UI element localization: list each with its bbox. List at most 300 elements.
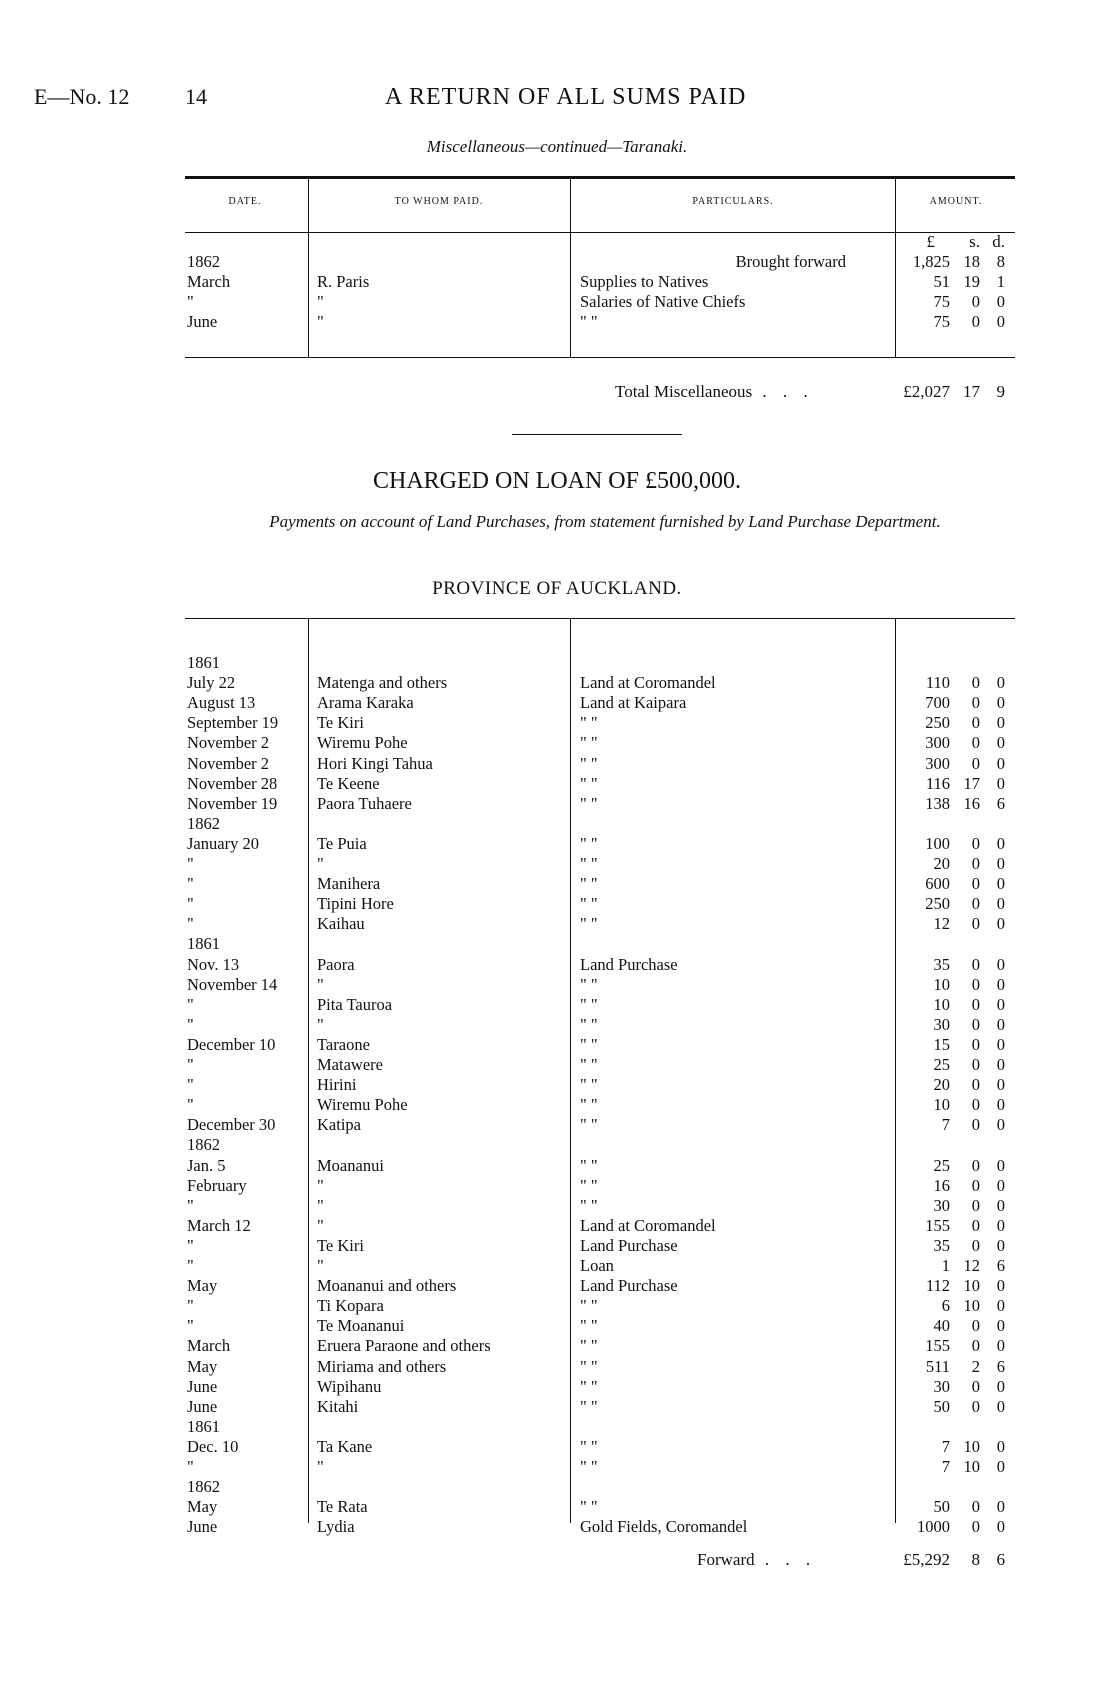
row-payee: Matenga and others — [317, 673, 448, 693]
row-amount-pence: 6 — [996, 1256, 1005, 1275]
row-amount-pence: 0 — [996, 693, 1005, 713]
row-payee: Paora Tuhaere — [317, 793, 412, 813]
shillings-header: s. — [969, 232, 980, 251]
row-payee: Kitahi — [317, 1396, 359, 1416]
row-amount-pence: 0 — [996, 1296, 1005, 1316]
row-payee: " — [317, 292, 324, 311]
row-particulars: " " — [580, 914, 598, 934]
row-date: " — [187, 1095, 194, 1115]
row-amount-pounds: 10 — [933, 1095, 950, 1115]
row-date: November 19 — [187, 793, 278, 813]
row-date: 1862 — [187, 813, 220, 833]
row-date: March 12 — [187, 1215, 251, 1235]
section-divider — [512, 434, 682, 435]
row-amount-pence: 0 — [996, 1095, 1005, 1115]
row-payee: Matawere — [317, 1055, 383, 1074]
row-amount-pence: 0 — [996, 994, 1005, 1014]
table2-divider — [895, 618, 896, 1523]
row-amount-shillings: 16 — [963, 793, 980, 813]
row-particulars: Brought forward — [735, 252, 846, 271]
row-date: 1862 — [187, 252, 220, 271]
row-amount-pence: 6 — [996, 1356, 1005, 1376]
row-date: Jan. 5 — [187, 1155, 226, 1175]
row-amount-shillings: 0 — [971, 1497, 980, 1517]
row-amount-pounds — [900, 1417, 950, 1437]
row-payee — [317, 252, 557, 272]
row-amount-pounds — [900, 814, 950, 834]
page-number: 14 — [185, 84, 207, 109]
row-payee — [317, 1477, 557, 1497]
row-particulars: " " — [580, 1075, 598, 1095]
row-amount-pounds: 7 — [941, 1436, 950, 1456]
row-amount-pounds — [900, 1135, 950, 1155]
row-amount-pence — [985, 653, 1005, 673]
row-amount-pence: 0 — [996, 1436, 1005, 1456]
row-amount-pence: 0 — [996, 1457, 1005, 1476]
document-reference: E—No. 12 — [34, 84, 130, 109]
row-date: " — [187, 914, 194, 934]
row-amount-shillings: 0 — [971, 312, 980, 331]
row-payee: Miriama and others — [317, 1356, 447, 1376]
row-payee: Te Puia — [317, 833, 367, 853]
row-amount-pounds — [900, 1477, 950, 1497]
row-amount-shillings: 0 — [971, 1014, 980, 1034]
total-pounds: £2,027 — [903, 382, 950, 401]
row-amount-pence: 0 — [996, 1215, 1005, 1235]
row-payee: Wipihanu — [317, 1376, 382, 1396]
row-amount-pence: 0 — [996, 1195, 1005, 1215]
row-date: 1861 — [187, 934, 220, 954]
row-amount-shillings: 10 — [963, 1276, 980, 1296]
row-amount-pence: 0 — [996, 874, 1005, 894]
row-amount-shillings — [955, 1477, 980, 1497]
row-amount-shillings: 19 — [963, 272, 980, 291]
row-date: " — [187, 1256, 194, 1275]
column-header-particulars: PARTICULARS. — [692, 196, 774, 207]
row-amount-shillings: 0 — [971, 1034, 980, 1054]
row-payee: Manihera — [317, 874, 381, 894]
row-amount-pence: 0 — [996, 292, 1005, 311]
row-payee: Te Rata — [317, 1497, 368, 1517]
row-payee: " — [317, 1256, 324, 1275]
row-date: " — [187, 292, 194, 311]
row-particulars: Loan — [580, 1256, 614, 1275]
row-amount-pence — [985, 934, 1005, 954]
total-label: Total Miscellaneous . . . — [615, 382, 814, 401]
row-payee: " — [317, 1014, 324, 1034]
row-payee: " — [317, 854, 324, 873]
row-amount-shillings — [955, 814, 980, 834]
row-amount-pence: 0 — [996, 1517, 1005, 1537]
row-amount-pence — [985, 1417, 1005, 1437]
row-date: " — [187, 1235, 194, 1255]
row-date: May — [187, 1497, 218, 1517]
row-particulars: " " — [580, 1396, 598, 1416]
row-date: January 20 — [187, 833, 259, 853]
row-amount-shillings — [955, 934, 980, 954]
row-payee: R. Paris — [317, 272, 370, 291]
row-amount-pounds: 75 — [933, 292, 950, 311]
row-amount-pounds: 50 — [933, 1396, 950, 1416]
row-amount-shillings: 0 — [971, 713, 980, 733]
row-particulars — [580, 1417, 870, 1437]
row-amount-pence: 0 — [996, 1034, 1005, 1054]
forward-shillings: 8 — [971, 1550, 980, 1569]
row-amount-shillings: 0 — [971, 874, 980, 894]
row-amount-pence: 8 — [996, 252, 1005, 271]
row-amount-shillings: 0 — [971, 954, 980, 974]
row-date: " — [187, 1075, 194, 1095]
row-date: May — [187, 1276, 218, 1296]
row-amount-shillings: 0 — [971, 1215, 980, 1235]
row-amount-shillings: 0 — [971, 894, 980, 914]
row-amount-pounds: 250 — [925, 713, 950, 733]
row-payee: Te Kiri — [317, 1235, 364, 1255]
row-amount-pence: 0 — [996, 1055, 1005, 1074]
forward-pounds: £5,292 — [903, 1550, 950, 1569]
row-particulars — [580, 653, 870, 673]
row-amount-pounds: 75 — [933, 312, 950, 331]
row-payee: Ti Kopara — [317, 1296, 384, 1316]
row-payee: Hori Kingi Tahua — [317, 753, 433, 773]
row-amount-pence: 0 — [996, 974, 1005, 994]
row-amount-shillings: 2 — [971, 1356, 980, 1376]
row-amount-pounds: 30 — [933, 1376, 950, 1396]
row-date: February — [187, 1175, 247, 1195]
row-amount-pounds: 155 — [925, 1336, 950, 1356]
row-amount-shillings: 0 — [971, 974, 980, 994]
row-amount-pence: 0 — [996, 1235, 1005, 1255]
row-amount-shillings: 0 — [971, 994, 980, 1014]
row-amount-pence: 0 — [996, 954, 1005, 974]
row-amount-shillings: 10 — [963, 1457, 980, 1476]
row-amount-pounds: 1000 — [917, 1517, 950, 1537]
row-particulars: " " — [580, 1356, 598, 1376]
row-particulars: Land Purchase — [580, 954, 678, 974]
row-amount-shillings — [955, 1417, 980, 1437]
table2-top-rule — [185, 618, 1015, 619]
column-header-date: DATE. — [228, 196, 262, 207]
row-particulars: " " — [580, 874, 598, 894]
row-payee — [317, 653, 557, 673]
row-amount-pounds: 10 — [933, 974, 950, 994]
row-amount-pounds: 51 — [933, 272, 950, 291]
row-date: December 30 — [187, 1115, 276, 1135]
row-particulars: " " — [580, 1175, 598, 1195]
row-amount-pence: 0 — [996, 1276, 1005, 1296]
row-amount-shillings: 12 — [963, 1256, 980, 1275]
row-particulars: " " — [580, 1034, 598, 1054]
row-amount-pence: 0 — [996, 854, 1005, 873]
row-amount-pounds: 20 — [933, 854, 950, 873]
row-amount-pounds: 511 — [925, 1356, 950, 1376]
row-date: June — [187, 1376, 218, 1396]
row-particulars: " " — [580, 833, 598, 853]
row-date: 1862 — [187, 1135, 220, 1155]
total-pence: 9 — [996, 382, 1005, 401]
row-payee: Te Moananui — [317, 1316, 405, 1336]
row-amount-pounds — [900, 934, 950, 954]
row-date: July 22 — [187, 673, 236, 693]
row-amount-pounds: 138 — [925, 793, 950, 813]
row-payee: Kaihau — [317, 914, 365, 934]
row-particulars: Supplies to Natives — [580, 272, 709, 291]
row-amount-shillings: 0 — [971, 733, 980, 753]
row-amount-pounds: 15 — [933, 1034, 950, 1054]
row-date: 1861 — [187, 653, 220, 672]
row-payee: " — [317, 312, 324, 331]
row-amount-pence: 0 — [996, 1316, 1005, 1336]
row-amount-pounds: 112 — [925, 1276, 950, 1296]
row-date: " — [187, 1316, 194, 1336]
row-amount-shillings: 17 — [963, 773, 980, 793]
row-date: " — [187, 874, 194, 894]
row-payee: Pita Tauroa — [317, 994, 393, 1014]
row-amount-pence: 0 — [996, 1115, 1005, 1135]
row-date: June — [187, 1517, 218, 1537]
row-particulars: " " — [580, 1376, 598, 1396]
row-payee: " — [317, 1457, 324, 1476]
row-particulars: " " — [580, 312, 598, 331]
row-date: August 13 — [187, 693, 256, 713]
row-payee: Moananui and others — [317, 1276, 457, 1296]
row-amount-pounds: 116 — [925, 773, 950, 793]
row-date: March — [187, 272, 231, 291]
row-payee: " — [317, 1215, 324, 1235]
row-amount-pounds: 30 — [933, 1014, 950, 1034]
row-amount-pence: 0 — [996, 713, 1005, 733]
row-payee — [317, 1417, 557, 1437]
row-particulars: " " — [580, 1155, 598, 1175]
row-date: " — [187, 1457, 194, 1476]
row-amount-pounds: 10 — [933, 994, 950, 1014]
row-date: November 14 — [187, 974, 278, 994]
row-payee: " — [317, 1195, 324, 1215]
row-amount-shillings: 0 — [971, 1316, 980, 1336]
row-amount-pounds: 7 — [941, 1115, 950, 1135]
section-heading: CHARGED ON LOAN OF £500,000. — [372, 468, 741, 494]
row-date: 1861 — [187, 1416, 220, 1436]
row-amount-pence: 0 — [996, 733, 1005, 753]
row-particulars: " " — [580, 854, 598, 873]
row-amount-shillings: 0 — [971, 833, 980, 853]
row-amount-shillings: 0 — [971, 1155, 980, 1175]
row-amount-pence — [985, 1477, 1005, 1497]
row-date: November 28 — [187, 773, 278, 793]
row-amount-shillings — [955, 653, 980, 673]
row-amount-shillings: 0 — [971, 1175, 980, 1195]
row-particulars: " " — [580, 773, 598, 793]
row-amount-pence: 0 — [996, 753, 1005, 773]
row-amount-pounds — [900, 653, 950, 673]
pence-header: d. — [992, 232, 1005, 251]
row-amount-pounds: 16 — [933, 1175, 950, 1195]
row-amount-pence: 1 — [996, 272, 1005, 291]
row-amount-pence: 0 — [996, 1014, 1005, 1034]
forward-pence: 6 — [996, 1550, 1005, 1569]
row-amount-pounds: 6 — [941, 1296, 950, 1316]
row-amount-pence: 0 — [996, 1376, 1005, 1396]
row-particulars: " " — [580, 1436, 598, 1456]
row-date: March — [187, 1336, 231, 1356]
row-payee: Taraone — [317, 1034, 370, 1054]
row-amount-shillings: 0 — [971, 1336, 980, 1356]
row-particulars: " " — [580, 713, 598, 733]
row-payee: Moananui — [317, 1155, 384, 1175]
row-particulars: Land Purchase — [580, 1276, 678, 1296]
row-amount-shillings — [955, 1135, 980, 1155]
row-amount-shillings: 0 — [971, 854, 980, 873]
row-amount-shillings: 0 — [971, 1075, 980, 1095]
row-payee — [317, 814, 557, 834]
row-amount-pounds: 25 — [933, 1055, 950, 1074]
row-payee: Wiremu Pohe — [317, 733, 408, 753]
row-amount-shillings: 0 — [971, 693, 980, 713]
table2-divider — [308, 618, 309, 1523]
row-amount-shillings: 10 — [963, 1296, 980, 1316]
row-amount-shillings: 10 — [963, 1436, 980, 1456]
row-particulars: Land at Kaipara — [580, 693, 687, 713]
row-amount-pounds: 600 — [925, 874, 950, 894]
row-payee — [317, 934, 557, 954]
row-amount-pence: 0 — [996, 894, 1005, 914]
row-amount-shillings: 0 — [971, 1396, 980, 1416]
row-date: Nov. 13 — [187, 954, 240, 974]
row-payee — [317, 1135, 557, 1155]
row-payee: Te Keene — [317, 773, 380, 793]
row-particulars: Land Purchase — [580, 1235, 678, 1255]
row-amount-pounds: 700 — [925, 693, 950, 713]
row-amount-shillings: 0 — [971, 1376, 980, 1396]
row-date: " — [187, 854, 194, 873]
row-amount-pounds: 155 — [925, 1215, 950, 1235]
row-amount-pounds: 110 — [925, 673, 950, 693]
row-amount-pounds: 40 — [933, 1316, 950, 1336]
row-amount-pence: 0 — [996, 914, 1005, 934]
row-particulars: Land at Coromandel — [580, 673, 716, 693]
column-header-payee: TO WHOM PAID. — [394, 196, 484, 207]
row-particulars: " " — [580, 1195, 598, 1215]
row-amount-shillings: 0 — [971, 1115, 980, 1135]
row-amount-shillings: 0 — [971, 914, 980, 934]
row-amount-pounds: 1,825 — [912, 252, 950, 271]
row-date: " — [187, 1055, 194, 1074]
row-amount-pence: 0 — [996, 1396, 1005, 1416]
row-payee: Katipa — [317, 1115, 361, 1135]
row-amount-pence — [985, 1135, 1005, 1155]
row-amount-shillings: 0 — [971, 673, 980, 693]
row-amount-pence: 0 — [996, 773, 1005, 793]
total-shillings: 17 — [963, 382, 980, 401]
row-payee: Wiremu Pohe — [317, 1095, 408, 1115]
row-particulars: " " — [580, 1055, 598, 1074]
row-amount-pounds: 300 — [925, 733, 950, 753]
row-amount-pence: 0 — [996, 312, 1005, 331]
row-payee: " — [317, 1175, 324, 1195]
row-amount-pounds: 30 — [933, 1195, 950, 1215]
row-payee: Paora — [317, 954, 355, 974]
payments-note: Payments on account of Land Purchases, from statement furnished by Land Purchase Department. — [269, 512, 941, 531]
row-particulars: " " — [580, 753, 598, 773]
row-particulars: " " — [580, 1316, 598, 1336]
row-payee: Arama Karaka — [317, 693, 414, 713]
row-amount-shillings: 0 — [971, 753, 980, 773]
row-date: " — [187, 1195, 194, 1215]
row-amount-pounds: 300 — [925, 753, 950, 773]
row-particulars: " " — [580, 894, 598, 914]
row-amount-shillings: 0 — [971, 1517, 980, 1537]
table1-top-rule — [185, 176, 1015, 179]
row-particulars: " " — [580, 1095, 598, 1115]
row-date: " — [187, 1014, 194, 1034]
table2-divider — [570, 618, 571, 1523]
row-amount-shillings: 0 — [971, 1195, 980, 1215]
table1-divider — [570, 178, 571, 358]
row-amount-pounds: 35 — [933, 954, 950, 974]
row-amount-shillings: 0 — [971, 1235, 980, 1255]
row-amount-pence: 0 — [996, 673, 1005, 693]
row-amount-shillings: 0 — [971, 1095, 980, 1115]
row-date: " — [187, 894, 194, 914]
row-amount-shillings: 0 — [971, 292, 980, 311]
row-particulars: " " — [580, 1457, 598, 1476]
table1-bottom-rule — [185, 357, 1015, 358]
row-payee: Te Kiri — [317, 713, 364, 733]
row-payee: Tipini Hore — [317, 894, 394, 914]
row-particulars — [580, 1477, 870, 1497]
forward-label: Forward . . . — [697, 1550, 817, 1569]
row-amount-pounds: 1 — [941, 1256, 950, 1275]
row-amount-pence: 6 — [996, 793, 1005, 813]
row-amount-pence: 0 — [996, 1497, 1005, 1517]
row-date: June — [187, 1396, 218, 1416]
row-particulars: Gold Fields, Coromandel — [580, 1517, 748, 1537]
row-date: 1862 — [187, 1477, 220, 1497]
row-particulars: " " — [580, 1014, 598, 1034]
row-amount-pounds: 50 — [933, 1497, 950, 1517]
row-date: June — [187, 312, 218, 331]
row-amount-shillings: 0 — [971, 1055, 980, 1074]
row-particulars: " " — [580, 1336, 598, 1356]
row-particulars: Salaries of Native Chiefs — [580, 292, 746, 311]
row-date: November 2 — [187, 733, 270, 753]
row-particulars: " " — [580, 1296, 598, 1316]
row-particulars: " " — [580, 994, 598, 1014]
row-amount-pounds: 25 — [933, 1155, 950, 1175]
row-date: December 10 — [187, 1034, 276, 1054]
row-amount-pence: 0 — [996, 1175, 1005, 1195]
row-amount-pence: 0 — [996, 1075, 1005, 1095]
row-amount-pounds: 7 — [941, 1457, 950, 1476]
row-date: Dec. 10 — [187, 1436, 239, 1456]
row-date: " — [187, 1296, 194, 1316]
table1-divider — [895, 178, 896, 358]
row-particulars: Land at Coromandel — [580, 1215, 716, 1235]
row-particulars: " " — [580, 1115, 598, 1135]
row-amount-pence: 0 — [996, 1155, 1005, 1175]
page-title: A RETURN OF ALL SUMS PAID — [385, 84, 747, 110]
pounds-header: £ — [926, 232, 935, 251]
row-date: May — [187, 1356, 218, 1376]
row-particulars: " " — [580, 793, 598, 813]
row-amount-pounds: 250 — [925, 894, 950, 914]
row-amount-pounds: 20 — [933, 1075, 950, 1095]
row-amount-pounds: 12 — [933, 914, 950, 934]
row-payee: Hirini — [317, 1075, 357, 1095]
row-particulars — [580, 814, 870, 834]
row-particulars: " " — [580, 733, 598, 753]
row-date: " — [187, 994, 194, 1014]
